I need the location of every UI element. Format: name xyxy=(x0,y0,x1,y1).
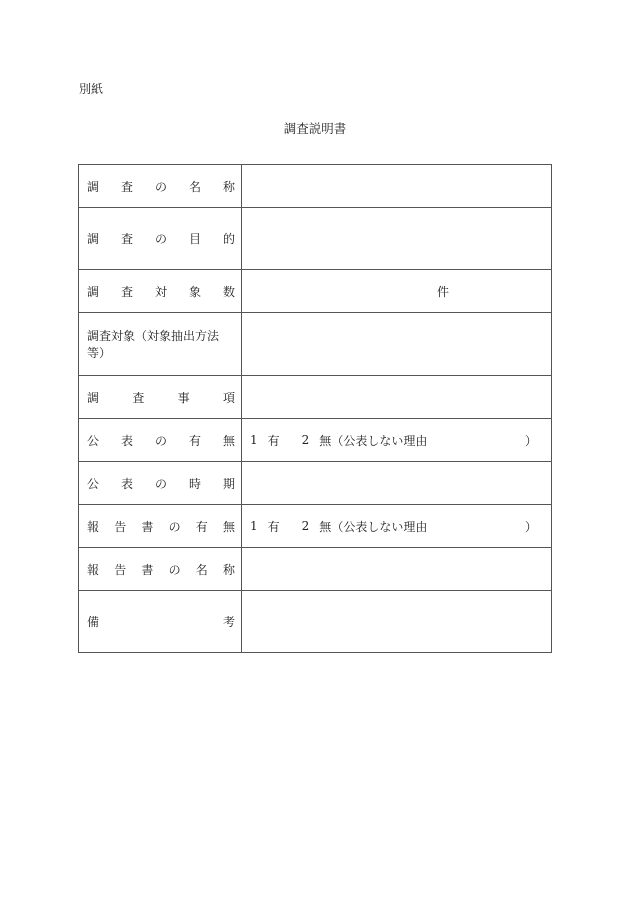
reason-label: （公表しない理由 xyxy=(331,433,428,448)
reason-label: （公表しない理由 xyxy=(331,519,428,534)
row-label: 公表の時期 xyxy=(87,476,235,491)
row-label: 報告書の名称 xyxy=(87,562,235,577)
table-row xyxy=(79,462,552,505)
survey-description-table xyxy=(78,164,552,653)
option-2-number: 2 xyxy=(301,433,310,447)
option-no[interactable]: 無 xyxy=(319,433,332,448)
row-label: 調査事項 xyxy=(87,390,235,405)
table-row xyxy=(79,165,552,208)
option-1-number: 1 xyxy=(250,519,258,533)
report-choice[interactable] xyxy=(250,518,551,535)
publication-timing-field[interactable] xyxy=(242,462,552,505)
report-name-field[interactable] xyxy=(242,548,552,591)
remarks-field[interactable] xyxy=(242,591,552,653)
option-2-number: 2 xyxy=(301,519,310,533)
table-row xyxy=(79,591,552,653)
survey-items-field[interactable] xyxy=(242,376,552,419)
survey-target-method-field[interactable] xyxy=(242,313,552,376)
option-1-number: 1 xyxy=(250,433,258,447)
row-label: 調査の目的 xyxy=(87,232,235,246)
publication-choice[interactable] xyxy=(250,432,551,449)
table-row xyxy=(79,548,552,591)
row-label: 報告書の有無 xyxy=(87,519,235,534)
row-label: 公表の有無 xyxy=(87,433,235,448)
annex-label: 別紙 xyxy=(79,82,104,96)
option-yes[interactable]: 有 xyxy=(267,519,280,534)
close-paren: ） xyxy=(524,519,537,534)
table-row xyxy=(79,313,552,376)
close-paren: ） xyxy=(524,433,537,448)
row-label: 調査対象（対象抽出方法等） xyxy=(87,329,220,360)
survey-target-count-field[interactable] xyxy=(242,270,552,313)
option-yes[interactable]: 有 xyxy=(267,433,280,448)
table-row xyxy=(79,270,552,313)
option-no[interactable]: 無 xyxy=(319,519,332,534)
table-row xyxy=(79,419,552,462)
row-label: 備考 xyxy=(87,615,235,629)
table-row xyxy=(79,208,552,270)
row-label: 調査対象数 xyxy=(87,284,235,299)
table-row xyxy=(79,376,552,419)
document-title: 調査説明書 xyxy=(283,121,347,136)
unit-label: 件 xyxy=(437,284,450,299)
table-row xyxy=(79,505,552,548)
row-label: 調査の名称 xyxy=(87,179,235,194)
survey-purpose-field[interactable] xyxy=(242,208,552,270)
survey-name-field[interactable] xyxy=(242,165,552,208)
